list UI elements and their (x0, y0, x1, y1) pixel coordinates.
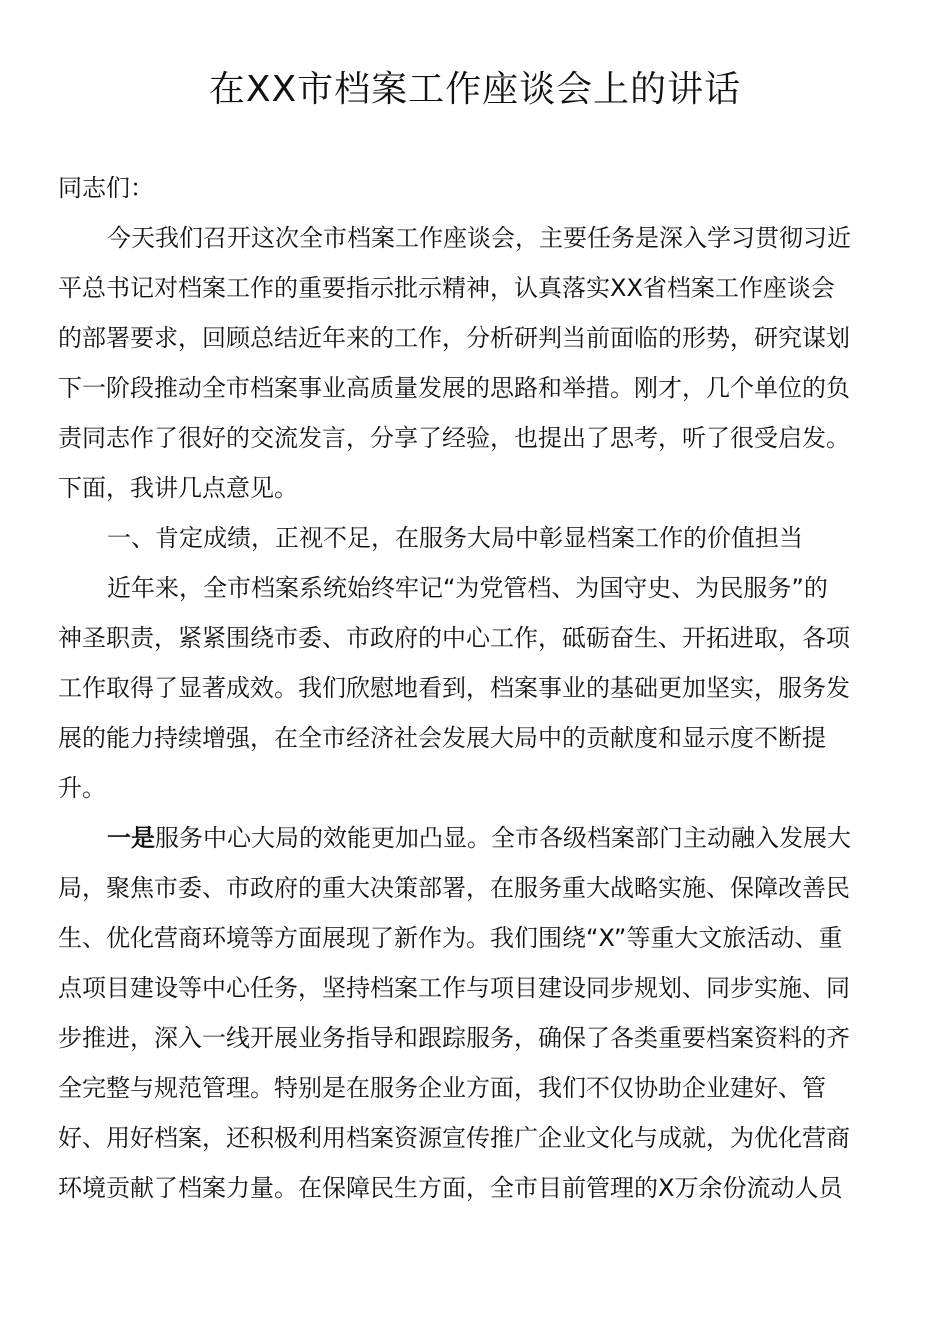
paragraph-line: 环境贡献了档案力量。在保障民生方面，全市目前管理的X万余份流动人员 (58, 1174, 843, 1202)
paragraph-line: 全完整与规范管理。特别是在服务企业方面，我们不仅协助企业建好、管 (58, 1074, 826, 1102)
paragraph-line: 近年来，全市档案系统始终牢记“为党管档、为国守史、为民服务”的 (107, 574, 828, 602)
paragraph-line: 局，聚焦市委、市政府的重大决策部署，在服务重大战略实施、保障改善民 (58, 874, 850, 902)
paragraph-line: 责同志作了很好的交流发言，分享了经验，也提出了思考，听了很受启发。 (58, 424, 850, 452)
document-title: 在XX市档案工作座谈会上的讲话 (208, 69, 742, 110)
paragraph-line: 生、优化营商环境等方面展现了新作为。我们围绕“X”等重大文旅活动、重 (58, 924, 843, 952)
paragraph-line: 下面，我讲几点意见。 (58, 474, 298, 502)
paragraph-line: 步推进，深入一线开展业务指导和跟踪服务，确保了各类重要档案资料的齐 (58, 1024, 850, 1052)
section-heading: 一、肯定成绩，正视不足，在服务大局中彰显档案工作的价值担当 (107, 524, 803, 552)
paragraph-line: 好、用好档案，还积极利用档案资源宣传推广企业文化与成就，为优化营商 (58, 1124, 850, 1152)
paragraph-line: 下一阶段推动全市档案事业高质量发展的思路和举措。刚才，几个单位的负 (58, 374, 850, 402)
paragraph-line: 神圣职责，紧紧围绕市委、市政府的中心工作，砥砺奋生、开拓进取，各项 (58, 624, 850, 652)
paragraph-line: 展的能力持续增强，在全市经济社会发展大局中的贡献度和显示度不断提 (58, 724, 826, 752)
paragraph-line: 点项目建设等中心任务，坚持档案工作与项目建设同步规划、同步实施、同 (58, 974, 850, 1002)
paragraph-line: 平总书记对档案工作的重要指示批示精神，认真落实XX省档案工作座谈会 (58, 274, 835, 302)
paragraph-line: 今天我们召开这次全市档案工作座谈会，主要任务是深入学习贯彻习近 (107, 224, 851, 252)
emphasis-label: 一是 (107, 824, 155, 852)
paragraph-line (107, 822, 937, 854)
paragraph-line: 工作取得了显著成效。我们欣慰地看到，档案事业的基础更加坚实，服务发 (58, 674, 850, 702)
salutation: 同志们： (58, 174, 154, 202)
paragraph-line: 的部署要求，回顾总结近年来的工作，分析研判当前面临的形势，研究谋划 (58, 324, 850, 352)
paragraph-line: 升。 (58, 774, 106, 802)
paragraph-text: 服务中心大局的效能更加凸显。全市各级档案部门主动融入发展大 (155, 824, 851, 852)
